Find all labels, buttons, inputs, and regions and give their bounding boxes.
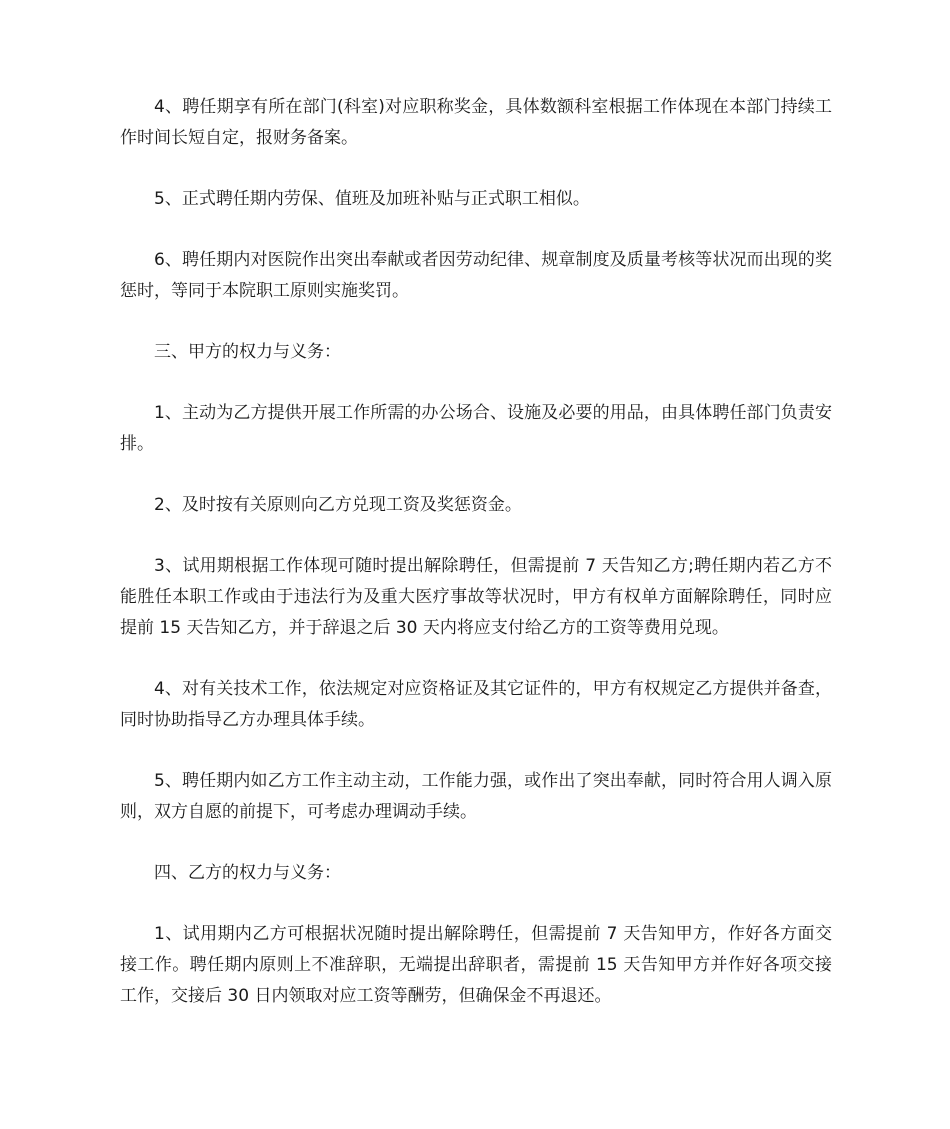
document-page bbox=[120, 92, 832, 1042]
paragraph-bonus: 4、聘任期享有所在部门(科室)对应职称奖金，具体数额科室根据工作体现在本部门持续工作时间长短自定，报财务备案。 bbox=[120, 97, 832, 148]
paragraph-resignation: 1、试用期内乙方可根据状况随时提出解除聘任，但需提前 7 天告知甲方，作好各方面交接工作。聘任期内原则上不准辞职，无端提出辞职者，需提前 15 天告知甲方并作好各项交接工作，交接后 30 日内领取对应工资等酬劳，但确保金不再退还。 bbox=[120, 924, 832, 1006]
section-heading-party-b: 四、乙方的权力与义务： bbox=[154, 863, 341, 883]
paragraph-allowance: 5、正式聘任期内劳保、值班及加班补贴与正式职工相似。 bbox=[154, 189, 590, 209]
paragraph-certificates: 4、对有关技术工作，依法规定对应资格证及其它证件的，甲方有权规定乙方提供并备查，同时协助指导乙方办理具体手续。 bbox=[120, 679, 832, 730]
paragraph-salary-payment: 2、及时按有关原则向乙方兑现工资及奖惩资金。 bbox=[154, 495, 522, 515]
section-heading-party-a: 三、甲方的权力与义务： bbox=[154, 342, 341, 362]
paragraph-office-facilities: 1、主动为乙方提供开展工作所需的办公场合、设施及必要的用品，由具体聘任部门负责安排。 bbox=[120, 403, 832, 454]
paragraph-rewards: 6、聘任期内对医院作出突出奉献或者因劳动纪律、规章制度及质量考核等状况而出现的奖惩时，等同于本院职工原则实施奖罚。 bbox=[120, 250, 832, 301]
paragraph-termination-by-a: 3、试用期根据工作体现可随时提出解除聘任，但需提前 7 天告知乙方;聘任期内若乙方不能胜任本职工作或由于违法行为及重大医疗事故等状况时，甲方有权单方面解除聘任，同时应提前 15 天告知乙方，并于辞退之后 30 天内将应支付给乙方的工资等费用兑现。 bbox=[120, 556, 832, 638]
paragraph-transfer: 5、聘任期内如乙方工作主动主动，工作能力强，或作出了突出奉献，同时符合用人调入原则，双方自愿的前提下，可考虑办理调动手续。 bbox=[120, 771, 832, 822]
